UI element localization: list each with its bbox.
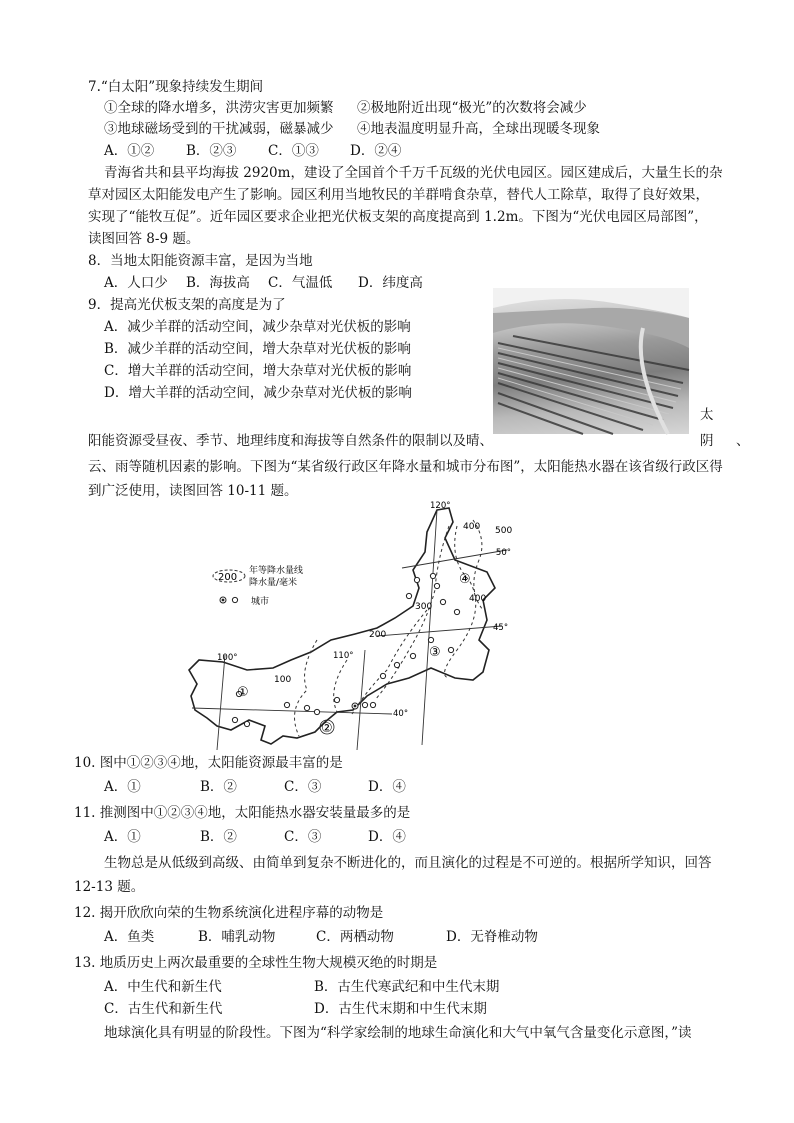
passage1-line-4: 读图回答 8-9 题。 <box>88 231 200 247</box>
q9-option-b: B．减少羊群的活动空间，增大杂草对光伏板的影响 <box>104 341 411 357</box>
passage2-line-1: 阳能资源受昼夜、季节、地理纬度和海拔等自然条件的限制以及晴、 <box>88 433 493 449</box>
passage3-line-2: 12-13 题。 <box>74 879 145 895</box>
q9-stem: 9．提高光伏板支架的高度是为了 <box>88 297 286 313</box>
q13-option-a: A．中生代和新生代 <box>104 979 222 995</box>
q9-option-c: C．增大羊群的活动空间，增大杂草对光伏板的影响 <box>104 363 412 379</box>
q9-option-d: D．增大羊群的活动空间，减少杂草对光伏板的影响 <box>104 385 412 401</box>
isoline-label-100: 100 <box>274 675 292 685</box>
legend-city: 城市 <box>251 597 270 607</box>
lat-label-40: 40° <box>393 709 409 719</box>
q12-option-a: A．鱼类 <box>104 929 155 945</box>
q7-statement-1: ①全球的降水增多，洪涝灾害更加频繁 <box>104 100 334 116</box>
q7-stem: 7.“白太阳”现象持续发生期间 <box>88 79 264 95</box>
solar-park-photo <box>493 288 689 434</box>
province-outline <box>189 508 495 744</box>
region-1-label: ① <box>237 685 249 700</box>
q11-option-d: D．④ <box>368 829 406 845</box>
region-3-label: ③ <box>429 645 441 660</box>
capital-city-dot <box>354 705 357 708</box>
precipitation-city-map <box>187 500 513 750</box>
lon-label-110: 110° <box>333 651 354 661</box>
q10-options <box>104 778 406 796</box>
q8-option-d: D．纬度高 <box>358 275 423 291</box>
q11-options <box>104 828 406 846</box>
isoline-label-200: 200 <box>369 630 387 640</box>
region-2-label: ② <box>321 721 333 736</box>
q7-statement-3: ③地球磁场受到的干扰减弱，磁暴减少 <box>104 121 334 137</box>
isoline-label-400-east: 400 <box>469 594 487 604</box>
q12-option-d: D．无脊椎动物 <box>446 929 538 945</box>
q11-option-a: A．① <box>104 829 141 845</box>
q11-option-b: B．② <box>200 829 237 845</box>
passage2-tai: 太 <box>700 407 714 423</box>
legend-label-1: 年等降水量线 <box>249 566 304 576</box>
q7-options <box>104 142 401 160</box>
q8-option-b: B．海拔高 <box>186 275 250 291</box>
passage2-yin: 阴 <box>700 433 714 449</box>
lat-label-45: 45° <box>493 623 509 633</box>
q7-statement-4: ④地表温度明显升高，全球出现暖冬现象 <box>357 121 600 137</box>
q8-stem: 8．当地太阳能资源丰富，是因为当地 <box>88 253 313 269</box>
q10-option-a: A．① <box>104 779 141 795</box>
q9-option-a: A．减少羊群的活动空间，减少杂草对光伏板的影响 <box>104 319 411 335</box>
isoline-inner <box>334 660 347 712</box>
q11-stem: 11. 推测图中①②③④地，太阳能热水器安装量最多的是 <box>74 805 411 821</box>
parallel-50 <box>402 550 507 568</box>
passage2-line-2: 云、雨等随机因素的影响。下图为“某省级行政区年降水量和城市分布图”，太阳能热水器在该省级行政区得 <box>88 459 723 475</box>
q8-options <box>104 274 423 292</box>
passage3-line-1: 生物总是从低级到高级、由简单到复杂不断进化的，而且演化的过程是不可逆的。根据所学知识，回答 <box>104 855 712 871</box>
parallel-40 <box>192 708 392 714</box>
q13-option-c: C．古生代和新生代 <box>104 1001 223 1017</box>
passage1-line-1: 青海省共和县平均海拔 2920m，建设了全国首个千万千瓦级的光伏电园区。园区建成后，大量生长的杂 <box>104 165 723 181</box>
q13-stem: 13. 地质历史上两次最重要的全球性生物大规模灭绝的时期是 <box>74 955 438 971</box>
q12-option-c: C．两栖动物 <box>316 929 394 945</box>
solar-park-illustration <box>493 288 689 434</box>
lat-label-50: 50° <box>495 548 511 558</box>
q10-option-b: B．② <box>200 779 237 795</box>
region-4-label: ④ <box>459 572 471 587</box>
q7-option-a: A．①② <box>104 143 155 159</box>
passage4-line-1: 地球演化具有明显的阶段性。下图为“科学家绘制的地球生命演化和大气中氧气含量变化示意图，”读 <box>104 1025 692 1041</box>
legend-label-2: 降水量/毫米 <box>249 578 298 588</box>
isoline-label-500: 500 <box>495 526 513 536</box>
q13-option-b: B．古生代寒武纪和中生代末期 <box>314 979 500 995</box>
q7-option-b: B．②③ <box>186 143 237 159</box>
passage2-line-3: 到广泛使用，读图回答 10-11 题。 <box>88 483 298 499</box>
q10-stem: 10. 图中①②③④地，太阳能资源最丰富的是 <box>74 755 343 771</box>
q12-stem: 12. 揭开欣欣向荣的生物系统演化进程序幕的动物是 <box>74 905 384 921</box>
legend-value: 200 <box>218 572 238 583</box>
lon-label-100: 100° <box>217 653 238 663</box>
passage1-line-2: 草对园区太阳能发电产生了影响。园区利用当地牧民的羊群啃食杂草，替代人工除草，取得了良好效果， <box>88 187 709 203</box>
q8-option-c: C．气温低 <box>268 275 333 291</box>
q11-option-c: C．③ <box>284 829 322 845</box>
lon-label-120: 120° <box>430 501 451 511</box>
province-map <box>187 500 513 750</box>
passage1-line-3: 实现了“能牧互促”。近年园区要求企业把光伏板支架的高度提高到 1.2m。下图为“光伏电园区局部图”， <box>88 209 708 225</box>
q12-option-b: B．哺乳动物 <box>198 929 276 945</box>
q8-option-a: A．人口少 <box>104 275 168 291</box>
isoline-200 <box>352 610 427 714</box>
meridian-120 <box>422 510 437 745</box>
q12-options <box>104 928 538 946</box>
isoline-label-400-north: 400 <box>463 522 481 532</box>
q7-option-d: D．②④ <box>350 143 402 159</box>
passage2-comma: 、 <box>736 433 750 449</box>
isoline-label-300: 300 <box>415 602 433 612</box>
q7-statement-2: ②极地附近出现“极光”的次数将会减少 <box>357 100 587 116</box>
q13-option-d: D．古生代末期和中生代末期 <box>314 1001 487 1017</box>
meridian-100 <box>217 655 225 750</box>
q7-option-c: C．①③ <box>268 143 319 159</box>
q10-option-c: C．③ <box>284 779 322 795</box>
q10-option-d: D．④ <box>368 779 406 795</box>
isoline-300 <box>375 526 449 700</box>
